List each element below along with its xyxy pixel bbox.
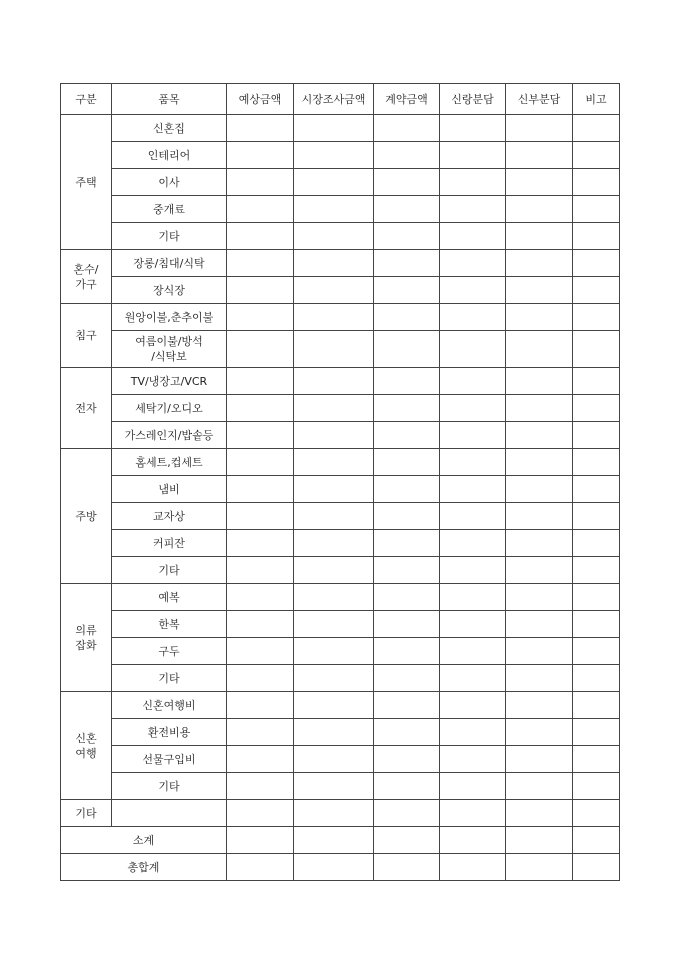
groom-share-cell[interactable] <box>440 503 506 530</box>
market-research-amount-cell[interactable] <box>294 665 374 692</box>
contract-amount-cell[interactable] <box>374 196 440 223</box>
contract-amount-cell[interactable] <box>374 773 440 800</box>
remarks-cell[interactable] <box>573 449 620 476</box>
contract-amount-cell[interactable] <box>374 530 440 557</box>
contract-amount-cell[interactable] <box>374 142 440 169</box>
table-row <box>61 584 620 611</box>
expected-amount-cell[interactable] <box>227 115 294 142</box>
remarks-cell[interactable] <box>573 395 620 422</box>
grand-total-row <box>61 854 620 881</box>
market-research-amount-cell[interactable] <box>294 746 374 773</box>
remarks-cell[interactable] <box>573 854 620 881</box>
contract-amount-cell[interactable] <box>374 611 440 638</box>
item-cell: 중개료 <box>112 196 227 223</box>
contract-amount-cell[interactable] <box>374 827 440 854</box>
contract-amount-cell[interactable] <box>374 584 440 611</box>
expected-amount-cell[interactable] <box>227 422 294 449</box>
expected-amount-cell[interactable] <box>227 638 294 665</box>
expected-amount-cell[interactable] <box>227 773 294 800</box>
bride-share-cell[interactable] <box>506 169 573 196</box>
bride-share-cell[interactable] <box>506 331 573 368</box>
item-cell: 장식장 <box>112 277 227 304</box>
item-cell: 세탁기/오디오 <box>112 395 227 422</box>
contract-amount-cell[interactable] <box>374 476 440 503</box>
groom-share-cell[interactable] <box>440 773 506 800</box>
item-cell: 예복 <box>112 584 227 611</box>
expected-amount-cell[interactable] <box>227 331 294 368</box>
market-research-amount-cell[interactable] <box>294 169 374 196</box>
table-row <box>61 611 620 638</box>
item-cell: 커피잔 <box>112 530 227 557</box>
header-expected-amount: 예상금액 <box>227 84 294 115</box>
table-row <box>61 368 620 395</box>
table-row <box>61 773 620 800</box>
groom-share-cell[interactable] <box>440 665 506 692</box>
contract-amount-cell[interactable] <box>374 277 440 304</box>
subtotal-label: 소계 <box>61 827 227 854</box>
table-row <box>61 800 620 827</box>
groom-share-cell[interactable] <box>440 854 506 881</box>
groom-share-cell[interactable] <box>440 331 506 368</box>
bride-share-cell[interactable] <box>506 611 573 638</box>
item-cell: 신혼집 <box>112 115 227 142</box>
expected-amount-cell[interactable] <box>227 368 294 395</box>
market-research-amount-cell[interactable] <box>294 584 374 611</box>
bride-share-cell[interactable] <box>506 223 573 250</box>
bride-share-cell[interactable] <box>506 638 573 665</box>
category-cell: 혼수/ 가구 <box>61 250 112 304</box>
contract-amount-cell[interactable] <box>374 665 440 692</box>
expected-amount-cell[interactable] <box>227 719 294 746</box>
item-cell: 인테리어 <box>112 142 227 169</box>
table-row <box>61 449 620 476</box>
item-cell: 이사 <box>112 169 227 196</box>
groom-share-cell[interactable] <box>440 115 506 142</box>
bride-share-cell[interactable] <box>506 476 573 503</box>
contract-amount-cell[interactable] <box>374 638 440 665</box>
item-cell: 한복 <box>112 611 227 638</box>
remarks-cell[interactable] <box>573 422 620 449</box>
market-research-amount-cell[interactable] <box>294 304 374 331</box>
market-research-amount-cell[interactable] <box>294 196 374 223</box>
groom-share-cell[interactable] <box>440 476 506 503</box>
contract-amount-cell[interactable] <box>374 223 440 250</box>
contract-amount-cell[interactable] <box>374 331 440 368</box>
item-cell: 기타 <box>112 223 227 250</box>
bride-share-cell[interactable] <box>506 142 573 169</box>
groom-share-cell[interactable] <box>440 827 506 854</box>
contract-amount-cell[interactable] <box>374 854 440 881</box>
expected-amount-cell[interactable] <box>227 449 294 476</box>
category-cell: 주방 <box>61 449 112 584</box>
table-row <box>61 304 620 331</box>
category-cell: 전자 <box>61 368 112 449</box>
table-row <box>61 746 620 773</box>
remarks-cell[interactable] <box>573 142 620 169</box>
market-research-amount-cell[interactable] <box>294 773 374 800</box>
contract-amount-cell[interactable] <box>374 692 440 719</box>
table-row <box>61 277 620 304</box>
remarks-cell[interactable] <box>573 611 620 638</box>
bride-share-cell[interactable] <box>506 800 573 827</box>
bride-share-cell[interactable] <box>506 773 573 800</box>
groom-share-cell[interactable] <box>440 422 506 449</box>
market-research-amount-cell[interactable] <box>294 557 374 584</box>
header-market-research-amount: 시장조사금액 <box>294 84 374 115</box>
item-cell: 기타 <box>112 665 227 692</box>
remarks-cell[interactable] <box>573 368 620 395</box>
item-cell: TV/냉장고/VCR <box>112 368 227 395</box>
groom-share-cell[interactable] <box>440 142 506 169</box>
expected-amount-cell[interactable] <box>227 584 294 611</box>
bride-share-cell[interactable] <box>506 665 573 692</box>
market-research-amount-cell[interactable] <box>294 719 374 746</box>
remarks-cell[interactable] <box>573 169 620 196</box>
market-research-amount-cell[interactable] <box>294 115 374 142</box>
bride-share-cell[interactable] <box>506 449 573 476</box>
expected-amount-cell[interactable] <box>227 476 294 503</box>
table-row <box>61 331 620 368</box>
contract-amount-cell[interactable] <box>374 115 440 142</box>
table-row <box>61 503 620 530</box>
item-cell: 홈세트,컵세트 <box>112 449 227 476</box>
table-row <box>61 142 620 169</box>
expected-amount-cell[interactable] <box>227 196 294 223</box>
category-cell: 신혼 여행 <box>61 692 112 800</box>
market-research-amount-cell[interactable] <box>294 250 374 277</box>
expected-amount-cell[interactable] <box>227 277 294 304</box>
groom-share-cell[interactable] <box>440 530 506 557</box>
contract-amount-cell[interactable] <box>374 449 440 476</box>
item-cell: 가스레인지/밥솥등 <box>112 422 227 449</box>
expected-amount-cell[interactable] <box>227 142 294 169</box>
contract-amount-cell[interactable] <box>374 503 440 530</box>
groom-share-cell[interactable] <box>440 692 506 719</box>
bride-share-cell[interactable] <box>506 854 573 881</box>
contract-amount-cell[interactable] <box>374 368 440 395</box>
table-row <box>61 422 620 449</box>
bride-share-cell[interactable] <box>506 530 573 557</box>
item-cell: 장롱/침대/식탁 <box>112 250 227 277</box>
bride-share-cell[interactable] <box>506 395 573 422</box>
table-row <box>61 476 620 503</box>
groom-share-cell[interactable] <box>440 196 506 223</box>
table-row <box>61 115 620 142</box>
contract-amount-cell[interactable] <box>374 719 440 746</box>
expected-amount-cell[interactable] <box>227 395 294 422</box>
groom-share-cell[interactable] <box>440 800 506 827</box>
remarks-cell[interactable] <box>573 665 620 692</box>
expected-amount-cell[interactable] <box>227 854 294 881</box>
market-research-amount-cell[interactable] <box>294 395 374 422</box>
remarks-cell[interactable] <box>573 250 620 277</box>
item-cell: 신혼여행비 <box>112 692 227 719</box>
groom-share-cell[interactable] <box>440 719 506 746</box>
table-row <box>61 395 620 422</box>
bride-share-cell[interactable] <box>506 719 573 746</box>
bride-share-cell[interactable] <box>506 368 573 395</box>
remarks-cell[interactable] <box>573 223 620 250</box>
contract-amount-cell[interactable] <box>374 395 440 422</box>
remarks-cell[interactable] <box>573 773 620 800</box>
header-remarks: 비고 <box>573 84 620 115</box>
expected-amount-cell[interactable] <box>227 169 294 196</box>
table-row <box>61 223 620 250</box>
groom-share-cell[interactable] <box>440 395 506 422</box>
table-row <box>61 196 620 223</box>
contract-amount-cell[interactable] <box>374 304 440 331</box>
contract-amount-cell[interactable] <box>374 422 440 449</box>
category-cell: 의류 잡화 <box>61 584 112 692</box>
remarks-cell[interactable] <box>573 557 620 584</box>
remarks-cell[interactable] <box>573 530 620 557</box>
groom-share-cell[interactable] <box>440 169 506 196</box>
table-row <box>61 530 620 557</box>
bride-share-cell[interactable] <box>506 692 573 719</box>
table-body <box>61 115 620 881</box>
expected-amount-cell[interactable] <box>227 503 294 530</box>
remarks-cell[interactable] <box>573 304 620 331</box>
groom-share-cell[interactable] <box>440 557 506 584</box>
remarks-cell[interactable] <box>573 584 620 611</box>
bride-share-cell[interactable] <box>506 827 573 854</box>
groom-share-cell[interactable] <box>440 449 506 476</box>
remarks-cell[interactable] <box>573 476 620 503</box>
item-cell: 선물구입비 <box>112 746 227 773</box>
header-contract-amount: 계약금액 <box>374 84 440 115</box>
header-groom-share: 신랑분담 <box>440 84 506 115</box>
remarks-cell[interactable] <box>573 638 620 665</box>
market-research-amount-cell[interactable] <box>294 142 374 169</box>
category-cell: 주택 <box>61 115 112 250</box>
groom-share-cell[interactable] <box>440 584 506 611</box>
expected-amount-cell[interactable] <box>227 800 294 827</box>
groom-share-cell[interactable] <box>440 746 506 773</box>
groom-share-cell[interactable] <box>440 250 506 277</box>
expected-amount-cell[interactable] <box>227 746 294 773</box>
market-research-amount-cell[interactable] <box>294 368 374 395</box>
item-cell: 원앙이불,춘추이불 <box>112 304 227 331</box>
bride-share-cell[interactable] <box>506 557 573 584</box>
expected-amount-cell[interactable] <box>227 665 294 692</box>
contract-amount-cell[interactable] <box>374 250 440 277</box>
item-cell: 교자상 <box>112 503 227 530</box>
contract-amount-cell[interactable] <box>374 169 440 196</box>
category-cell: 기타 <box>61 800 112 827</box>
subtotal-row <box>61 827 620 854</box>
groom-share-cell[interactable] <box>440 277 506 304</box>
market-research-amount-cell[interactable] <box>294 503 374 530</box>
market-research-amount-cell[interactable] <box>294 611 374 638</box>
expected-amount-cell[interactable] <box>227 827 294 854</box>
contract-amount-cell[interactable] <box>374 800 440 827</box>
market-research-amount-cell[interactable] <box>294 422 374 449</box>
item-cell: 냄비 <box>112 476 227 503</box>
bride-share-cell[interactable] <box>506 746 573 773</box>
contract-amount-cell[interactable] <box>374 557 440 584</box>
header-item: 품목 <box>112 84 227 115</box>
item-cell: 기타 <box>112 557 227 584</box>
header-bride-share: 신부분담 <box>506 84 573 115</box>
table-row <box>61 665 620 692</box>
remarks-cell[interactable] <box>573 196 620 223</box>
market-research-amount-cell[interactable] <box>294 223 374 250</box>
expected-amount-cell[interactable] <box>227 692 294 719</box>
expected-amount-cell[interactable] <box>227 557 294 584</box>
market-research-amount-cell[interactable] <box>294 692 374 719</box>
item-cell <box>112 800 227 827</box>
bride-share-cell[interactable] <box>506 503 573 530</box>
market-research-amount-cell[interactable] <box>294 854 374 881</box>
remarks-cell[interactable] <box>573 331 620 368</box>
market-research-amount-cell[interactable] <box>294 638 374 665</box>
expected-amount-cell[interactable] <box>227 250 294 277</box>
table-row <box>61 169 620 196</box>
category-cell: 침구 <box>61 304 112 368</box>
table-row <box>61 692 620 719</box>
remarks-cell[interactable] <box>573 503 620 530</box>
bride-share-cell[interactable] <box>506 196 573 223</box>
expected-amount-cell[interactable] <box>227 530 294 557</box>
item-cell: 기타 <box>112 773 227 800</box>
item-cell: 환전비용 <box>112 719 227 746</box>
header-category: 구분 <box>61 84 112 115</box>
bride-share-cell[interactable] <box>506 422 573 449</box>
remarks-cell[interactable] <box>573 277 620 304</box>
groom-share-cell[interactable] <box>440 611 506 638</box>
expected-amount-cell[interactable] <box>227 304 294 331</box>
remarks-cell[interactable] <box>573 746 620 773</box>
table-row <box>61 557 620 584</box>
market-research-amount-cell[interactable] <box>294 530 374 557</box>
market-research-amount-cell[interactable] <box>294 331 374 368</box>
remarks-cell[interactable] <box>573 692 620 719</box>
remarks-cell[interactable] <box>573 800 620 827</box>
market-research-amount-cell[interactable] <box>294 449 374 476</box>
bride-share-cell[interactable] <box>506 304 573 331</box>
grand-total-label: 총합계 <box>61 854 227 881</box>
market-research-amount-cell[interactable] <box>294 476 374 503</box>
bride-share-cell[interactable] <box>506 277 573 304</box>
table-row <box>61 719 620 746</box>
bride-share-cell[interactable] <box>506 250 573 277</box>
item-cell: 구두 <box>112 638 227 665</box>
table-row <box>61 638 620 665</box>
item-cell: 여름이불/방석 /식탁보 <box>112 331 227 368</box>
groom-share-cell[interactable] <box>440 304 506 331</box>
table-row <box>61 250 620 277</box>
header-row <box>61 84 620 115</box>
remarks-cell[interactable] <box>573 115 620 142</box>
groom-share-cell[interactable] <box>440 368 506 395</box>
groom-share-cell[interactable] <box>440 638 506 665</box>
wedding-budget-table <box>60 83 620 881</box>
bride-share-cell[interactable] <box>506 584 573 611</box>
market-research-amount-cell[interactable] <box>294 827 374 854</box>
groom-share-cell[interactable] <box>440 223 506 250</box>
expected-amount-cell[interactable] <box>227 223 294 250</box>
remarks-cell[interactable] <box>573 719 620 746</box>
market-research-amount-cell[interactable] <box>294 800 374 827</box>
remarks-cell[interactable] <box>573 827 620 854</box>
bride-share-cell[interactable] <box>506 115 573 142</box>
market-research-amount-cell[interactable] <box>294 277 374 304</box>
contract-amount-cell[interactable] <box>374 746 440 773</box>
expected-amount-cell[interactable] <box>227 611 294 638</box>
